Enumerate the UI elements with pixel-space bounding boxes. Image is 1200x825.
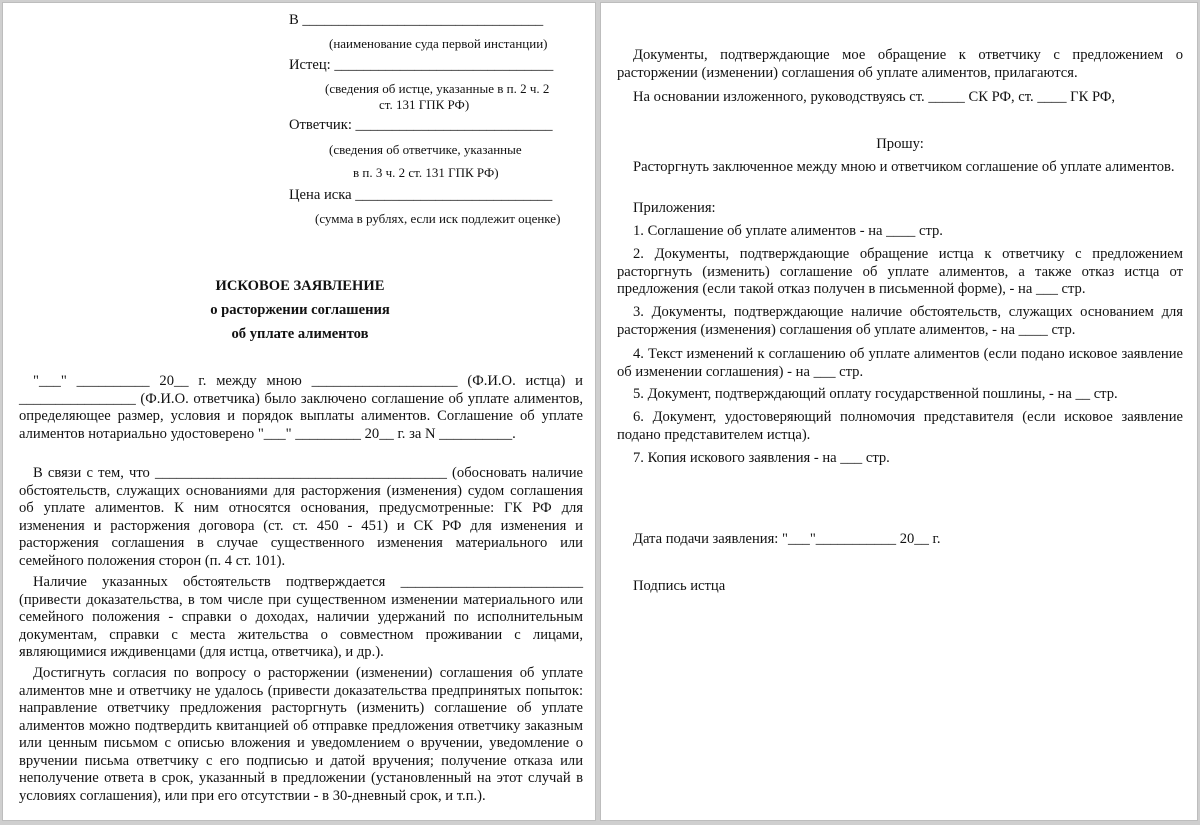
request-heading: Прошу: (876, 136, 924, 152)
filing-date: Дата подачи заявления: "___"___________ 20__ г. (633, 531, 941, 547)
attachment-item-3: 3. Документы, подтверждающие наличие обстоятельств, служащих основанием для расторжения (изменения) соглашения об уплате алиментов, - на ____ стр. (617, 304, 1183, 338)
attachment-item-7: 7. Копия искового заявления - на ___ стр. (633, 450, 890, 466)
attachment-item-5: 5. Документ, подтверждающий оплату государственной пошлины, - на __ стр. (633, 386, 1118, 402)
plaintiff-field: Истец: ______________________________ (289, 57, 554, 73)
defendant-note-2: в п. 3 ч. 2 ст. 131 ГПК РФ) (353, 165, 499, 180)
paragraph-attempts: Достигнуть согласия по вопросу о расторжении (изменении) соглашения об уплате алиментов мне и ответчику не удалось (привести доказательства предпринятых попыток: направление ответчику предложения расторгнуть (изменить) соглашение об уплате алиментов можно подтвердить квитанцией об отправке предложения ответчику заказным или ценным письмом с описью вложения и уведомлением о вручении, уведомление о вручении письма ответчику с его подписью и датой вручения; получение отказа или неполучение ответа в срок, указанный в предложении (установленный на этот случай в условиях соглашения), или при его отсутствии - в 30-дневный срок, и т.п.). (19, 665, 583, 804)
document-page-left (2, 2, 596, 821)
attachments-label: Приложения: (633, 200, 716, 216)
defendant-note-1: (сведения об ответчике, указанные (329, 142, 522, 157)
document-title: ИСКОВОЕ ЗАЯВЛЕНИЕ (215, 278, 385, 294)
paragraph-documents: Документы, подтверждающие мое обращение к ответчику с предложением о расторжении (изменении) соглашения об уплате алиментов, прилагаются. (617, 47, 1183, 81)
claim-price-field: Цена иска ___________________________ (289, 187, 553, 203)
plaintiff-note-1: (сведения об истце, указанные в п. 2 ч. 2 (325, 81, 550, 96)
plaintiff-note-2: ст. 131 ГПК РФ) (379, 97, 470, 112)
paragraph-basis: На основании изложенного, руководствуясь ст. _____ СК РФ, ст. ____ ГК РФ, (633, 89, 1116, 105)
attachment-item-4: 4. Текст изменений к соглашению об уплате алиментов (если подано исковое заявление об изменении соглашения) - на ___ стр. (617, 346, 1183, 380)
paragraph-evidence: Наличие указанных обстоятельств подтверждается _________________________ (привести доказательства, в том числе при существенном изменении материального или семейного положения - справки о доходах, наличии удержаний по исполнительным документам, справки с места жительства о совместном проживании с лицами, являющимися иждивенцами (для истца, ответчика), и др.). (19, 574, 583, 660)
attachment-item-1: 1. Соглашение об уплате алиментов - на ____ стр. (633, 223, 943, 239)
court-field: В _________________________________ (289, 12, 544, 28)
defendant-field: Ответчик: ___________________________ (289, 117, 553, 133)
document-subtitle-1: о расторжении соглашения (210, 302, 390, 318)
claim-price-note: (сумма в рублях, если иск подлежит оценке) (315, 211, 561, 226)
court-note: (наименование суда первой инстанции) (329, 36, 548, 51)
attachment-item-6: 6. Документ, удостоверяющий полномочия представителя (если исковое заявление подано представителем истца). (617, 409, 1183, 443)
paragraph-agreement: "___" __________ 20__ г. между мною ____________________ (Ф.И.О. истца) и ________________ (Ф.И.О. ответчика) было заключено соглашение об уплате алиментов, определяющее размер, условия и порядок выплаты алиментов. Соглашение об уплате алиментов нотариально удостоверено "___" _________ 20__ г. за N __________. (19, 373, 583, 442)
document-subtitle-2: об уплате алиментов (231, 326, 369, 342)
paragraph-request: Расторгнуть заключенное между мною и ответчиком соглашение об уплате алиментов. (633, 159, 1175, 175)
paragraph-grounds: В связи с тем, что ________________________________________ (обосновать наличие обстоятельств, служащих основаниями для расторжения (изменения) судом соглашения об уплате алиментов. К ним относятся основания, предусмотренные: ГК РФ для изменения и расторжения договора (ст. ст. 450 - 451) и СК РФ для изменения и расторжения соглашения в случае существенного изменения материального или семейного положения сторон (п. 4 ст. 101). (19, 465, 583, 569)
plaintiff-signature: Подпись истца (633, 578, 726, 594)
document-page-right (600, 2, 1198, 821)
attachment-item-2: 2. Документы, подтверждающие обращение истца к ответчику с предложением расторгнуть (изменить) соглашение об уплате алиментов, а также отказ истца от предложения (если такой отказ получен в письменной форме), - на ___ стр. (617, 246, 1183, 297)
